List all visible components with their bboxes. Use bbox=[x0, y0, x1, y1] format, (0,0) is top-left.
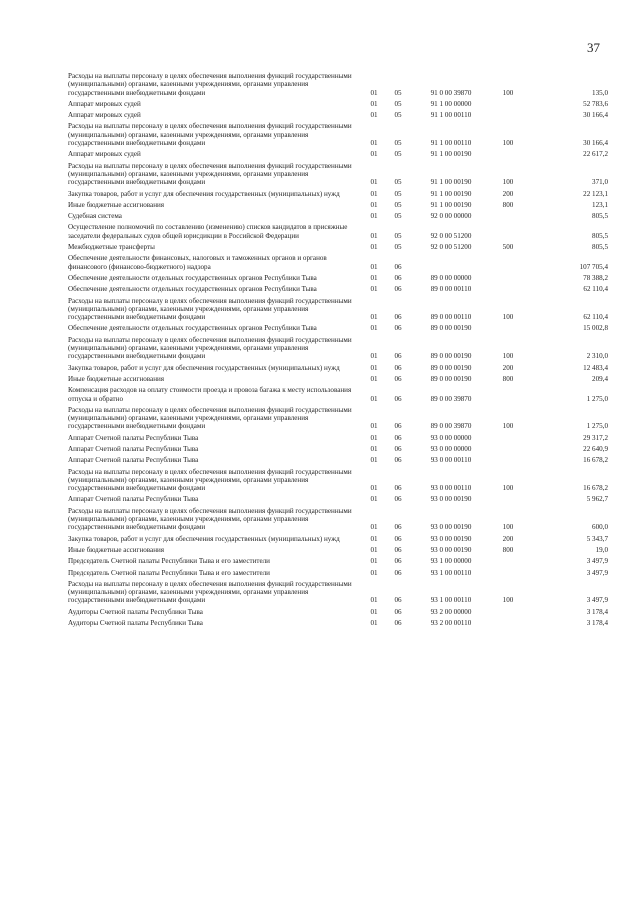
item-name: Обеспечение деятельности финансовых, налоговых и таможенных органов и органов финансового (финансово-бюджетного) надзора bbox=[68, 254, 327, 271]
section-code: 01 bbox=[370, 545, 378, 554]
subsection-code: 06 bbox=[394, 313, 402, 322]
subsection-code: 06 bbox=[394, 495, 402, 504]
subsection-code: 06 bbox=[394, 374, 402, 383]
target-article-code: 89 0 00 39870 bbox=[430, 422, 472, 431]
subsection-code: 05 bbox=[394, 99, 402, 108]
subsection-code: 06 bbox=[394, 324, 402, 333]
item-name: Обеспечение деятельности отдельных государственных органов Республики Тыва bbox=[68, 273, 317, 282]
target-article-code: 89 0 00 00190 bbox=[430, 324, 472, 333]
table-row bbox=[68, 223, 608, 240]
table-row bbox=[68, 364, 608, 372]
table-row bbox=[68, 386, 608, 403]
item-name: Обеспечение деятельности отдельных государственных органов Республики Тыва bbox=[68, 285, 317, 294]
item-name: Расходы на выплаты персоналу в целях обеспечения выполнения функций государственными (муниципальными) органами, казенными учреждениями, органами управления государственными внебюджетными фондами bbox=[68, 579, 352, 605]
amount: 805,5 bbox=[592, 212, 608, 221]
amount: 78 388,2 bbox=[583, 273, 608, 282]
amount: 123,1 bbox=[592, 200, 608, 209]
amount: 1 275,0 bbox=[586, 394, 608, 403]
table-row bbox=[68, 201, 608, 209]
table-row bbox=[68, 162, 608, 187]
subsection-code: 05 bbox=[394, 212, 402, 221]
item-name: Аудиторы Счетной палаты Республики Тыва bbox=[68, 607, 203, 616]
table-row bbox=[68, 72, 608, 97]
amount: 16 678,2 bbox=[583, 456, 608, 465]
amount: 22 617,2 bbox=[583, 150, 608, 159]
table-row bbox=[68, 507, 608, 532]
table-row bbox=[68, 546, 608, 554]
subsection-code: 06 bbox=[394, 484, 402, 493]
subsection-code: 05 bbox=[394, 200, 402, 209]
table-row bbox=[68, 619, 608, 627]
item-name: Межбюджетные трансферты bbox=[68, 243, 155, 252]
section-code: 01 bbox=[370, 99, 378, 108]
expense-type-code: 200 bbox=[502, 189, 514, 198]
amount: 52 783,6 bbox=[583, 99, 608, 108]
table-row bbox=[68, 569, 608, 577]
subsection-code: 06 bbox=[394, 619, 402, 628]
subsection-code: 05 bbox=[394, 243, 402, 252]
item-name: Председатель Счетной палаты Республики Тыва и его заместители bbox=[68, 557, 270, 566]
table-row bbox=[68, 445, 608, 453]
section-code: 01 bbox=[370, 178, 378, 187]
section-code: 01 bbox=[370, 88, 378, 97]
target-article-code: 93 1 00 00000 bbox=[430, 557, 472, 566]
amount: 3 497,9 bbox=[586, 557, 608, 566]
item-name: Обеспечение деятельности отдельных государственных органов Республики Тыва bbox=[68, 324, 317, 333]
item-name: Расходы на выплаты персоналу в целях обеспечения выполнения функций государственными (муниципальными) органами, казенными учреждениями, органами управления государственными внебюджетными фондами bbox=[68, 72, 352, 97]
amount: 805,5 bbox=[592, 243, 608, 252]
item-name: Расходы на выплаты персоналу в целях обеспечения выполнения функций государственными (муниципальными) органами, казенными учреждениями, органами управления государственными внебюджетными фондами bbox=[68, 467, 352, 493]
amount: 5 343,7 bbox=[586, 534, 608, 543]
section-code: 01 bbox=[370, 456, 378, 465]
target-article-code: 93 0 00 00190 bbox=[430, 545, 472, 554]
section-code: 01 bbox=[370, 189, 378, 198]
expense-type-code: 100 bbox=[502, 139, 514, 148]
subsection-code: 05 bbox=[394, 189, 402, 198]
page-number: 37 bbox=[587, 40, 600, 55]
table-row bbox=[68, 285, 608, 293]
subsection-code: 06 bbox=[394, 433, 402, 442]
expense-type-code: 500 bbox=[502, 243, 514, 252]
section-code: 01 bbox=[370, 534, 378, 543]
target-article-code: 91 1 00 00110 bbox=[430, 139, 472, 148]
section-code: 01 bbox=[370, 363, 378, 372]
subsection-code: 06 bbox=[394, 534, 402, 543]
amount: 12 483,4 bbox=[583, 363, 608, 372]
table-row bbox=[68, 495, 608, 503]
target-article-code: 91 0 00 39870 bbox=[430, 88, 472, 97]
budget-table bbox=[68, 72, 608, 630]
item-name: Аудиторы Счетной палаты Республики Тыва bbox=[68, 619, 203, 628]
expense-type-code: 200 bbox=[502, 363, 514, 372]
item-name: Иные бюджетные ассигнования bbox=[68, 374, 165, 383]
item-name: Иные бюджетные ассигнования bbox=[68, 200, 165, 209]
amount: 19,0 bbox=[595, 545, 608, 554]
target-article-code: 89 0 00 39870 bbox=[430, 394, 472, 403]
item-name: Расходы на выплаты персоналу в целях обеспечения выполнения функций государственными (муниципальными) органами, казенными учреждениями, органами управления государственными внебюджетными фондами bbox=[68, 405, 352, 431]
amount: 107 705,4 bbox=[579, 262, 608, 271]
section-code: 01 bbox=[370, 568, 378, 577]
amount: 209,4 bbox=[592, 374, 608, 383]
item-name: Аппарат мировых судей bbox=[68, 150, 141, 159]
section-code: 01 bbox=[370, 394, 378, 403]
item-name: Иные бюджетные ассигнования bbox=[68, 545, 165, 554]
subsection-code: 06 bbox=[394, 363, 402, 372]
subsection-code: 05 bbox=[394, 178, 402, 187]
section-code: 01 bbox=[370, 313, 378, 322]
item-name: Аппарат Счетной палаты Республики Тыва bbox=[68, 456, 199, 465]
section-code: 01 bbox=[370, 433, 378, 442]
item-name: Расходы на выплаты персоналу в целях обеспечения выполнения функций государственными (муниципальными) органами, казенными учреждениями, органами управления государственными внебюджетными фондами bbox=[68, 122, 352, 148]
target-article-code: 93 1 00 00110 bbox=[430, 568, 472, 577]
section-code: 01 bbox=[370, 523, 378, 532]
amount: 15 002,8 bbox=[583, 324, 608, 333]
expense-type-code: 800 bbox=[502, 374, 514, 383]
section-code: 01 bbox=[370, 607, 378, 616]
target-article-code: 93 0 00 00110 bbox=[430, 456, 472, 465]
table-row bbox=[68, 336, 608, 361]
target-article-code: 89 0 00 00190 bbox=[430, 363, 472, 372]
expense-type-code: 100 bbox=[502, 523, 514, 532]
section-code: 01 bbox=[370, 273, 378, 282]
item-name: Закупка товаров, работ и услуг для обеспечения государственных (муниципальных) нужд bbox=[68, 189, 340, 198]
item-name: Расходы на выплаты персоналу в целях обеспечения выполнения функций государственными (муниципальными) органами, казенными учреждениями, органами управления государственными внебюджетными фондами bbox=[68, 296, 352, 322]
table-row bbox=[68, 557, 608, 565]
table-row bbox=[68, 254, 608, 271]
table-row bbox=[68, 468, 608, 493]
amount: 30 166,4 bbox=[583, 111, 608, 120]
target-article-code: 93 0 00 00110 bbox=[430, 484, 472, 493]
item-name: Аппарат мировых судей bbox=[68, 111, 141, 120]
subsection-code: 06 bbox=[394, 394, 402, 403]
target-article-code: 91 1 00 00190 bbox=[430, 200, 472, 209]
expense-type-code: 100 bbox=[502, 313, 514, 322]
target-article-code: 93 1 00 00110 bbox=[430, 596, 472, 605]
amount: 5 962,7 bbox=[586, 495, 608, 504]
section-code: 01 bbox=[370, 243, 378, 252]
item-name: Председатель Счетной палаты Республики Тыва и его заместители bbox=[68, 568, 270, 577]
table-row bbox=[68, 150, 608, 158]
subsection-code: 06 bbox=[394, 444, 402, 453]
expense-type-code: 100 bbox=[502, 596, 514, 605]
target-article-code: 93 0 00 00190 bbox=[430, 534, 472, 543]
amount: 3 497,9 bbox=[586, 568, 608, 577]
table-row bbox=[68, 212, 608, 220]
amount: 805,5 bbox=[592, 231, 608, 240]
amount: 29 317,2 bbox=[583, 433, 608, 442]
expense-type-code: 100 bbox=[502, 178, 514, 187]
subsection-code: 06 bbox=[394, 262, 402, 271]
subsection-code: 06 bbox=[394, 456, 402, 465]
item-name: Аппарат Счетной палаты Республики Тыва bbox=[68, 495, 199, 504]
target-article-code: 93 2 00 00110 bbox=[430, 619, 472, 628]
item-name: Расходы на выплаты персоналу в целях обеспечения выполнения функций государственными (муниципальными) органами, казенными учреждениями, органами управления государственными внебюджетными фондами bbox=[68, 161, 352, 187]
amount: 1 275,0 bbox=[586, 422, 608, 431]
expense-type-code: 800 bbox=[502, 200, 514, 209]
amount: 3 497,9 bbox=[586, 596, 608, 605]
amount: 22 123,1 bbox=[583, 189, 608, 198]
target-article-code: 93 2 00 00000 bbox=[430, 607, 472, 616]
table-row bbox=[68, 406, 608, 431]
expense-type-code: 100 bbox=[502, 422, 514, 431]
amount: 62 110,4 bbox=[583, 313, 608, 322]
section-code: 01 bbox=[370, 596, 378, 605]
section-code: 01 bbox=[370, 619, 378, 628]
subsection-code: 06 bbox=[394, 273, 402, 282]
target-article-code: 93 0 00 00000 bbox=[430, 433, 472, 442]
table-row bbox=[68, 122, 608, 147]
item-name: Судебная система bbox=[68, 212, 122, 221]
section-code: 01 bbox=[370, 200, 378, 209]
target-article-code: 91 1 00 00190 bbox=[430, 178, 472, 187]
table-row bbox=[68, 243, 608, 251]
item-name: Закупка товаров, работ и услуг для обеспечения государственных (муниципальных) нужд bbox=[68, 534, 340, 543]
target-article-code: 93 0 00 00190 bbox=[430, 495, 472, 504]
target-article-code: 92 0 00 51200 bbox=[430, 243, 472, 252]
subsection-code: 06 bbox=[394, 596, 402, 605]
section-code: 01 bbox=[370, 262, 378, 271]
target-article-code: 91 1 00 00190 bbox=[430, 150, 472, 159]
table-row bbox=[68, 190, 608, 198]
amount: 3 178,4 bbox=[586, 607, 608, 616]
amount: 135,0 bbox=[592, 88, 608, 97]
target-article-code: 93 0 00 00000 bbox=[430, 444, 472, 453]
target-article-code: 89 0 00 00110 bbox=[430, 285, 472, 294]
section-code: 01 bbox=[370, 484, 378, 493]
subsection-code: 05 bbox=[394, 150, 402, 159]
table-row bbox=[68, 100, 608, 108]
table-row bbox=[68, 297, 608, 322]
table-row bbox=[68, 580, 608, 605]
table-row bbox=[68, 535, 608, 543]
target-article-code: 89 0 00 00000 bbox=[430, 273, 472, 282]
section-code: 01 bbox=[370, 495, 378, 504]
subsection-code: 06 bbox=[394, 352, 402, 361]
subsection-code: 05 bbox=[394, 88, 402, 97]
item-name: Аппарат Счетной палаты Республики Тыва bbox=[68, 433, 199, 442]
item-name: Расходы на выплаты персоналу в целях обеспечения выполнения функций государственными (муниципальными) органами, казенными учреждениями, органами управления государственными внебюджетными фондами bbox=[68, 335, 352, 361]
item-name: Аппарат мировых судей bbox=[68, 99, 141, 108]
amount: 62 110,4 bbox=[583, 285, 608, 294]
item-name: Расходы на выплаты персоналу в целях обеспечения выполнения функций государственными (муниципальными) органами, казенными учреждениями, органами управления государственными внебюджетными фондами bbox=[68, 506, 352, 532]
table-row bbox=[68, 456, 608, 464]
section-code: 01 bbox=[370, 111, 378, 120]
target-article-code: 89 0 00 00190 bbox=[430, 374, 472, 383]
section-code: 01 bbox=[370, 212, 378, 221]
expense-type-code: 100 bbox=[502, 88, 514, 97]
section-code: 01 bbox=[370, 444, 378, 453]
target-article-code: 89 0 00 00190 bbox=[430, 352, 472, 361]
section-code: 01 bbox=[370, 231, 378, 240]
amount: 3 178,4 bbox=[586, 619, 608, 628]
expense-type-code: 200 bbox=[502, 534, 514, 543]
table-row bbox=[68, 324, 608, 332]
section-code: 01 bbox=[370, 352, 378, 361]
amount: 30 166,4 bbox=[583, 139, 608, 148]
expense-type-code: 100 bbox=[502, 352, 514, 361]
target-article-code: 92 0 00 00000 bbox=[430, 212, 472, 221]
section-code: 01 bbox=[370, 324, 378, 333]
target-article-code: 91 1 00 00110 bbox=[430, 111, 472, 120]
item-name: Закупка товаров, работ и услуг для обеспечения государственных (муниципальных) нужд bbox=[68, 363, 340, 372]
subsection-code: 06 bbox=[394, 422, 402, 431]
item-name: Компенсация расходов на оплату стоимости проезда и провоза багажа к месту использования отпуска и обратно bbox=[68, 386, 352, 403]
amount: 16 678,2 bbox=[583, 484, 608, 493]
target-article-code: 91 1 00 00190 bbox=[430, 189, 472, 198]
amount: 22 640,9 bbox=[583, 444, 608, 453]
subsection-code: 05 bbox=[394, 139, 402, 148]
table-row bbox=[68, 434, 608, 442]
subsection-code: 05 bbox=[394, 111, 402, 120]
table-row bbox=[68, 608, 608, 616]
expense-type-code: 800 bbox=[502, 545, 514, 554]
section-code: 01 bbox=[370, 139, 378, 148]
amount: 2 310,0 bbox=[586, 352, 608, 361]
section-code: 01 bbox=[370, 422, 378, 431]
section-code: 01 bbox=[370, 150, 378, 159]
table-row bbox=[68, 111, 608, 119]
subsection-code: 06 bbox=[394, 568, 402, 577]
subsection-code: 05 bbox=[394, 231, 402, 240]
item-name: Осуществление полномочий по составлению (изменению) списков кандидатов в присяжные заседатели федеральных судов общей юрисдикции в Российской Федерации bbox=[68, 223, 348, 240]
subsection-code: 06 bbox=[394, 285, 402, 294]
subsection-code: 06 bbox=[394, 557, 402, 566]
target-article-code: 93 0 00 00190 bbox=[430, 523, 472, 532]
table-row bbox=[68, 274, 608, 282]
target-article-code: 91 1 00 00000 bbox=[430, 99, 472, 108]
amount: 600,0 bbox=[592, 523, 608, 532]
target-article-code: 89 0 00 00110 bbox=[430, 313, 472, 322]
amount: 371,0 bbox=[592, 178, 608, 187]
subsection-code: 06 bbox=[394, 545, 402, 554]
expense-type-code: 100 bbox=[502, 484, 514, 493]
target-article-code: 92 0 00 51200 bbox=[430, 231, 472, 240]
section-code: 01 bbox=[370, 374, 378, 383]
table-row bbox=[68, 375, 608, 383]
section-code: 01 bbox=[370, 285, 378, 294]
subsection-code: 06 bbox=[394, 607, 402, 616]
subsection-code: 06 bbox=[394, 523, 402, 532]
section-code: 01 bbox=[370, 557, 378, 566]
item-name: Аппарат Счетной палаты Республики Тыва bbox=[68, 444, 199, 453]
